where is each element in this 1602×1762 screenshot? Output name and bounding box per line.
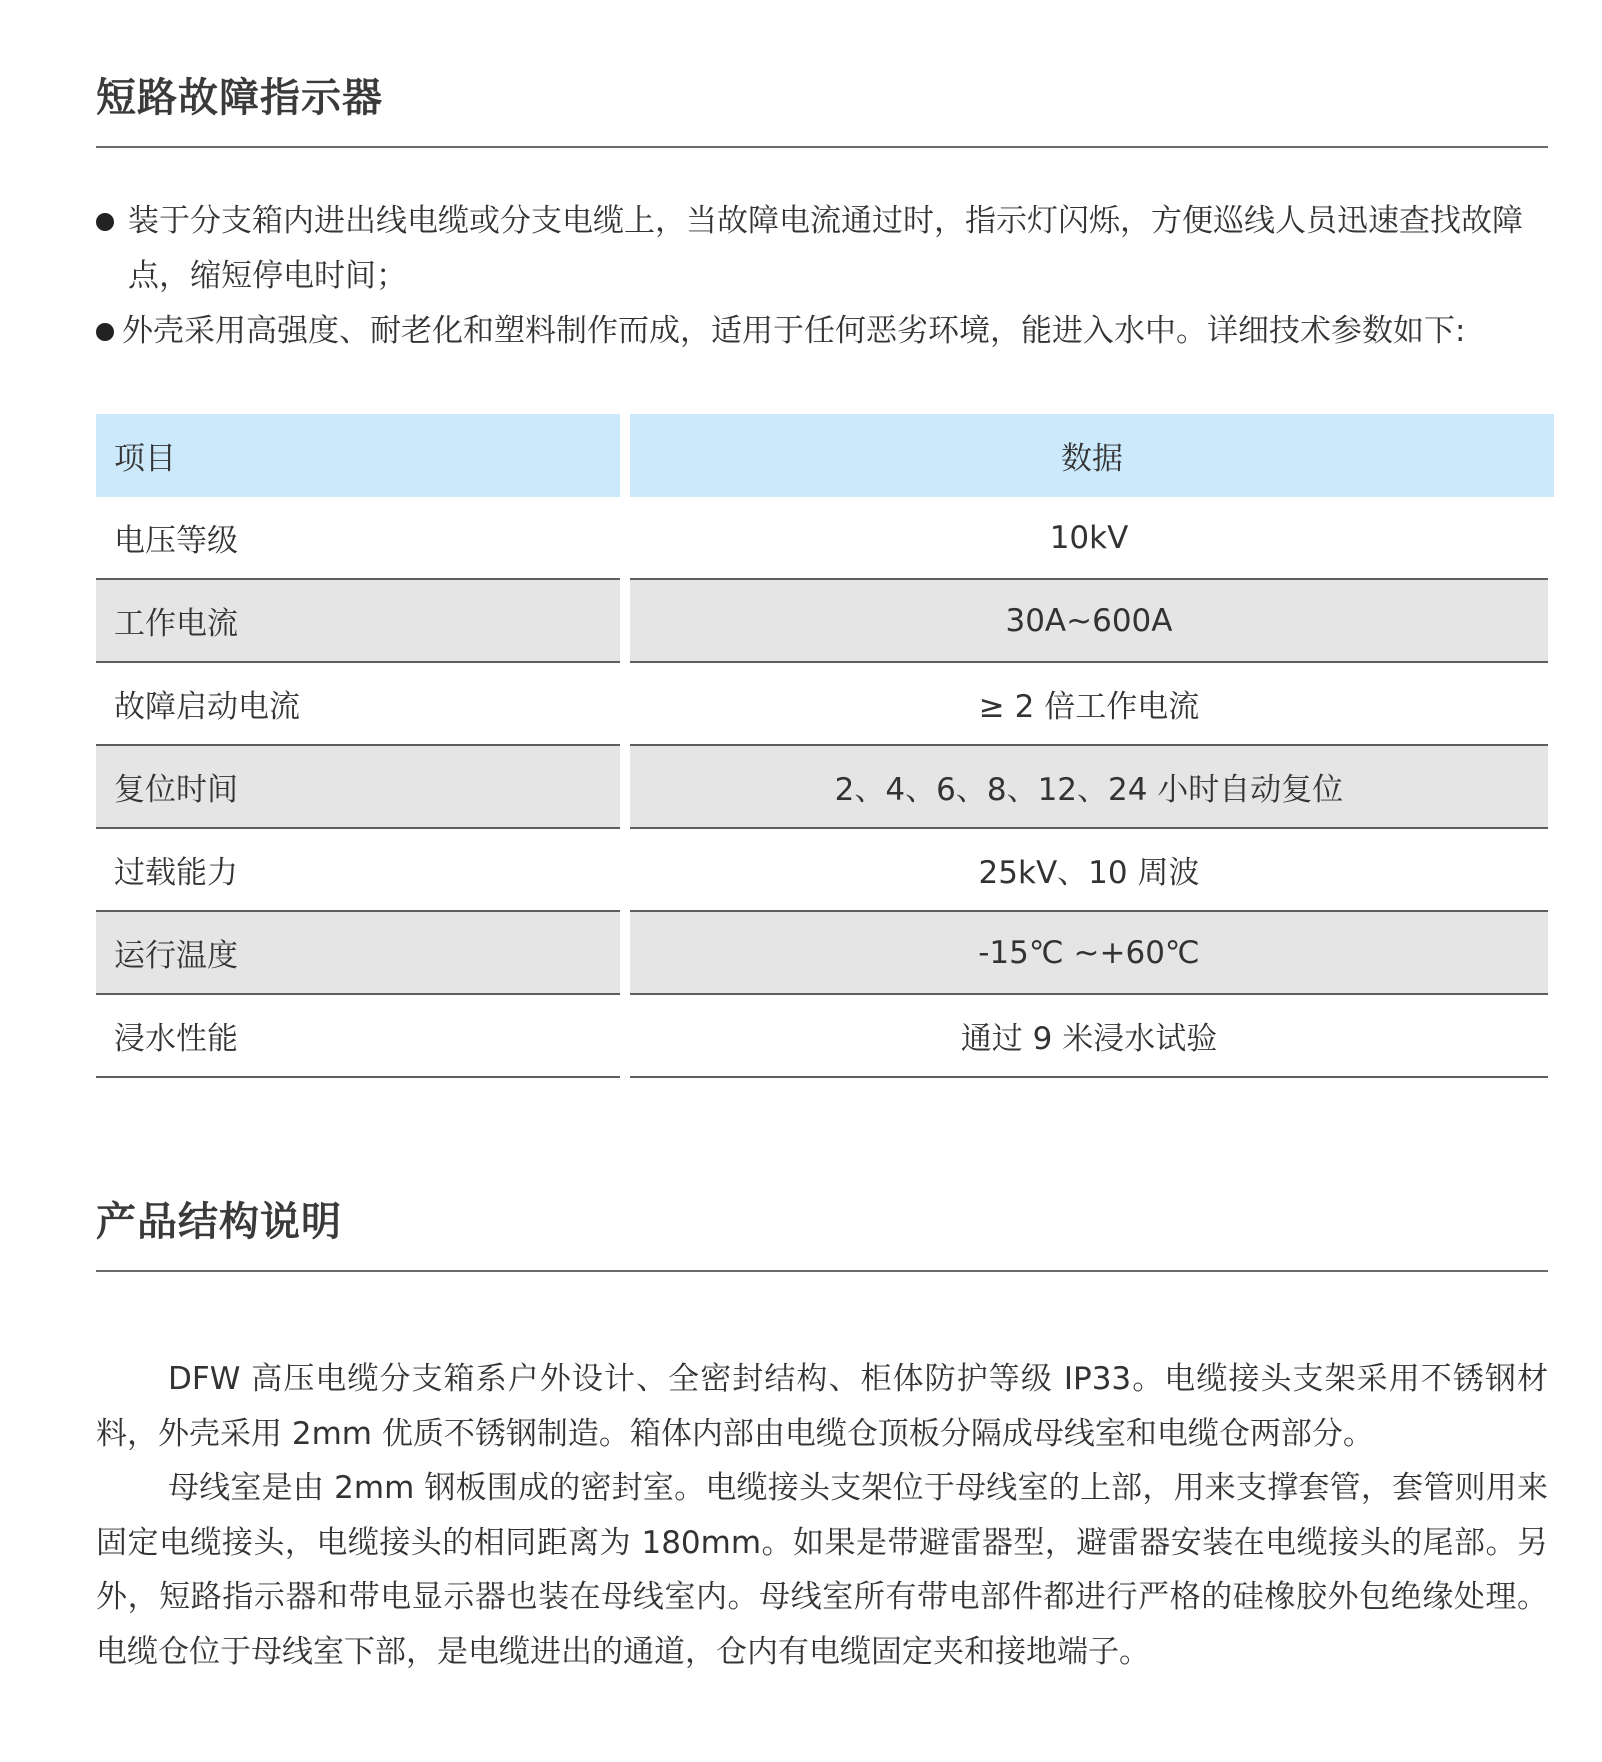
table-header-item: 项目 (96, 414, 620, 497)
row-name: 电压等级 (96, 497, 620, 580)
row-name: 过载能力 (96, 829, 620, 912)
row-value: 通过 9 米浸水试验 (630, 995, 1548, 1078)
row-name: 工作电流 (96, 580, 620, 663)
row-value: 25kV、10 周波 (630, 829, 1548, 912)
table-column-gap (620, 746, 630, 829)
table-row (96, 746, 1554, 829)
table-header-data: 数据 (630, 414, 1554, 497)
row-value: -15℃ ~+60℃ (630, 912, 1548, 995)
bullet-item (96, 304, 1548, 359)
row-name: 故障启动电流 (96, 663, 620, 746)
table-row (96, 663, 1554, 746)
table-column-gap (620, 497, 630, 580)
feature-bullet-list (96, 194, 1548, 359)
spec-table (96, 414, 1554, 1078)
row-value: ≥ 2 倍工作电流 (630, 663, 1548, 746)
table-column-gap (620, 912, 630, 995)
table-row (96, 829, 1554, 912)
table-header-row (96, 414, 1554, 497)
structure-description (96, 1352, 1548, 1679)
section-divider (96, 146, 1548, 148)
table-column-gap (620, 995, 630, 1078)
table-row (96, 580, 1554, 663)
table-column-gap (620, 580, 630, 663)
table-row (96, 912, 1554, 995)
table-column-gap (620, 414, 630, 497)
paragraph: 母线室是由 2mm 钢板围成的密封室。电缆接头支架位于母线室的上部，用来支撑套管，套管则用来固定电缆接头，电缆接头的相同距离为 180mm。如果是带避雷器型，避雷器安装在电缆接头的尾部。另外，短路指示器和带电显示器也装在母线室内。母线室所有带电部件都进行严格的硅橡胶外包绝缘处理。电缆仓位于母线室下部，是电缆进出的通道，仓内有电缆固定夹和接地端子。 (96, 1470, 1548, 1670)
row-name: 浸水性能 (96, 995, 620, 1078)
paragraph: DFW 高压电缆分支箱系户外设计、全密封结构、柜体防护等级 IP33。电缆接头支架采用不锈钢材料，外壳采用 2mm 优质不锈钢制造。箱体内部由电缆仓顶板分隔成母线室和电缆仓两部分。 (96, 1361, 1548, 1452)
row-value: 30A~600A (630, 580, 1548, 663)
section-title-product-structure: 产品结构说明 (96, 1199, 342, 1245)
row-name: 运行温度 (96, 912, 620, 995)
section-divider (96, 1270, 1548, 1272)
bullet-item (96, 194, 1548, 304)
table-column-gap (620, 663, 630, 746)
bullet-text: 装于分支箱内进出线电缆或分支电缆上，当故障电流通过时，指示灯闪烁，方便巡线人员迅速查找故障点，缩短停电时间； (128, 203, 1523, 294)
bullet-dot-icon (96, 323, 114, 341)
table-row (96, 497, 1554, 580)
bullet-text: 外壳采用高强度、耐老化和塑料制作而成，适用于任何恶劣环境，能进入水中。详细技术参数如下: (122, 313, 1466, 349)
section-title-fault-indicator: 短路故障指示器 (96, 75, 383, 121)
row-value: 10kV (630, 497, 1548, 580)
row-name: 复位时间 (96, 746, 620, 829)
table-row (96, 995, 1554, 1078)
row-value: 2、4、6、8、12、24 小时自动复位 (630, 746, 1548, 829)
table-column-gap (620, 829, 630, 912)
bullet-dot-icon (96, 213, 114, 231)
